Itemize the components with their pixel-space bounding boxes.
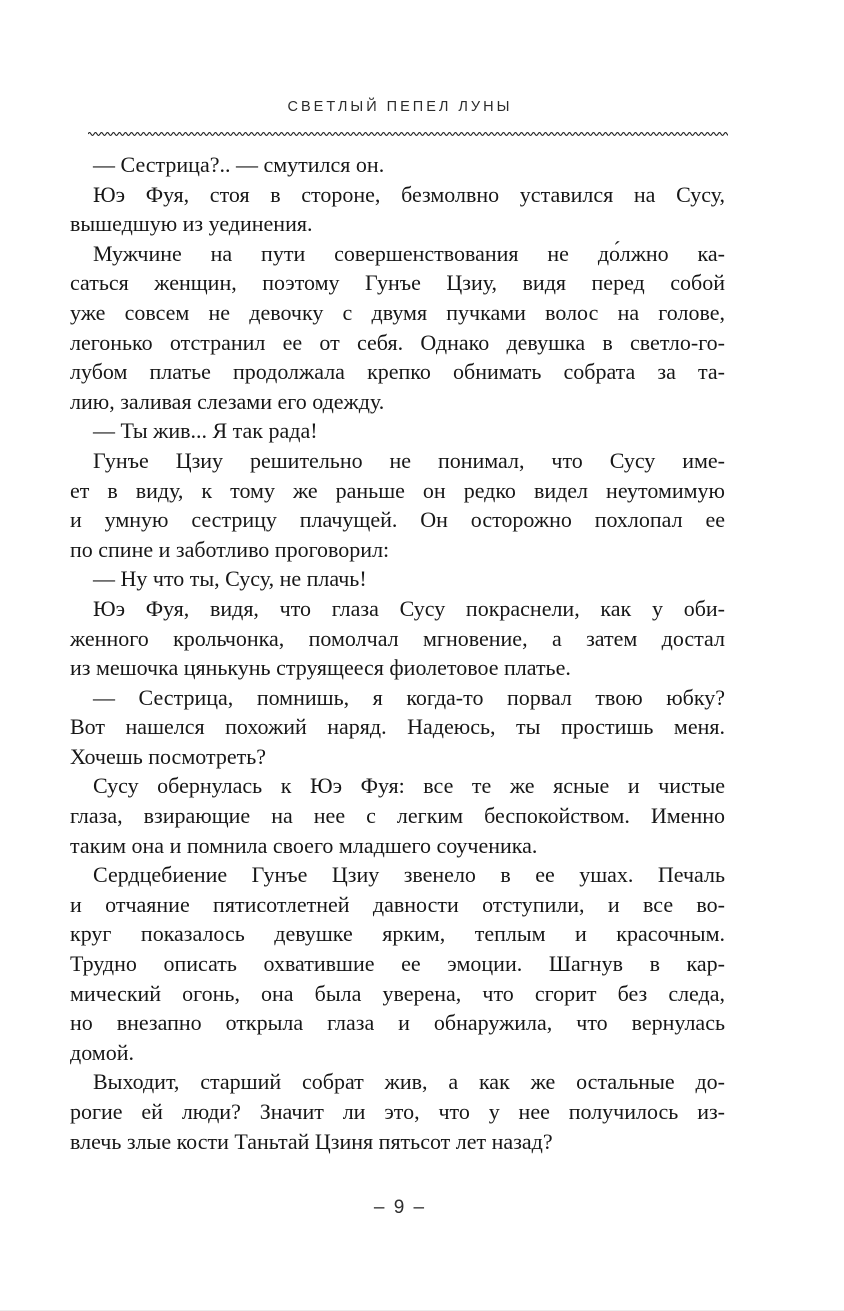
text-line: влечь злые кости Таньтай Цзиня пятьсот лет назад?: [70, 1128, 553, 1154]
text-line: вышедшую из уединения.: [70, 211, 313, 237]
text-line: из мешочка цянькунь струящееся фиолетовое платье.: [70, 655, 571, 681]
paragraph: [70, 771, 725, 860]
text-line: лию, заливая слезами его одежду.: [70, 388, 385, 414]
paragraph: [70, 564, 725, 594]
paragraph: [70, 860, 725, 1067]
text-line: — Ты жив... Я так рада!: [93, 418, 318, 444]
text-line: Гунъе Цзиу решительно не понимал, что Сусу име-: [93, 447, 725, 473]
text-line: глаза, взирающие на нее с легким беспокойством. Именно: [70, 803, 725, 829]
text-line: круг показалось девушке ярким, теплым и красочным.: [70, 921, 725, 947]
page-number: – 9 –: [373, 1197, 427, 1218]
text-line: Юэ Фуя, видя, что глаза Сусу покраснели, как у оби-: [93, 595, 725, 621]
text-line: уже совсем не девочку с двумя пучками волос на голове,: [70, 299, 725, 325]
paragraph: [70, 683, 725, 772]
text-line: рогие ей люди? Значит ли это, что у нее получилось из-: [70, 1099, 725, 1124]
text-line: Мужчине на пути совершенствования не до́лжно ка-: [93, 240, 725, 266]
text-line: — Сестрица, помнишь, я когда-то порвал твою юбку?: [93, 684, 725, 710]
text-line: мический огонь, она была уверена, что сгорит без следа,: [70, 980, 725, 1006]
wavy-divider: [88, 130, 728, 138]
body-text: [70, 150, 725, 1156]
text-line: Сердцебиение Гунъе Цзиу звенело в ее ушах. Печаль: [93, 862, 725, 888]
text-line: и умную сестрицу плачущей. Он осторожно похлопал ее: [70, 507, 725, 533]
text-line: по спине и заботливо проговорил:: [70, 536, 390, 562]
text-line: легонько отстранил ее от себя. Однако девушка в светло-го-: [70, 329, 725, 355]
text-line: лубом платье продолжала крепко обнимать собрата за та-: [70, 359, 725, 385]
paragraph: [70, 594, 725, 683]
wavy-rule-path: [88, 133, 728, 136]
text-line: — Ну что ты, Сусу, не плачь!: [93, 566, 367, 592]
text-line: ет в виду, к тому же раньше он редко видел неутомимую: [70, 477, 725, 503]
text-line: саться женщин, поэтому Гунъе Цзиу, видя перед собой: [70, 270, 725, 296]
text-line: — Сестрица?.. — смутился он.: [93, 152, 385, 177]
paragraph: [70, 239, 725, 417]
text-line: Трудно описать охватившие ее эмоции. Шагнув в кар-: [70, 951, 725, 977]
paragraph: [70, 1067, 725, 1156]
text-line: Юэ Фуя, стоя в стороне, безмолвно уставился на Сусу,: [93, 181, 725, 207]
running-head: СВЕТЛЫЙ ПЕПЕЛ ЛУНЫ: [287, 99, 513, 115]
paragraph: [70, 416, 725, 446]
text-line: Выходит, старший собрат жив, а как же остальные до-: [93, 1069, 725, 1095]
text-line: Хочешь посмотреть?: [70, 743, 267, 769]
text-line: домой.: [70, 1039, 134, 1065]
text-line: женного крольчонка, помолчал мгновение, а затем достал: [70, 625, 725, 651]
text-line: таким она и помнила своего младшего соученика.: [70, 832, 538, 858]
paragraph: [70, 150, 725, 180]
text-line: но внезапно открыла глаза и обнаружила, что вернулась: [70, 1010, 725, 1036]
text-line: и отчаяние пятисотлетней давности отступили, и все во-: [70, 891, 725, 917]
text-line: Вот нашелся похожий наряд. Надеюсь, ты простишь меня.: [70, 714, 725, 740]
paragraph: [70, 446, 725, 564]
paragraph: [70, 180, 725, 239]
text-line: Сусу обернулась к Юэ Фуя: все те же ясные и чистые: [93, 773, 725, 799]
